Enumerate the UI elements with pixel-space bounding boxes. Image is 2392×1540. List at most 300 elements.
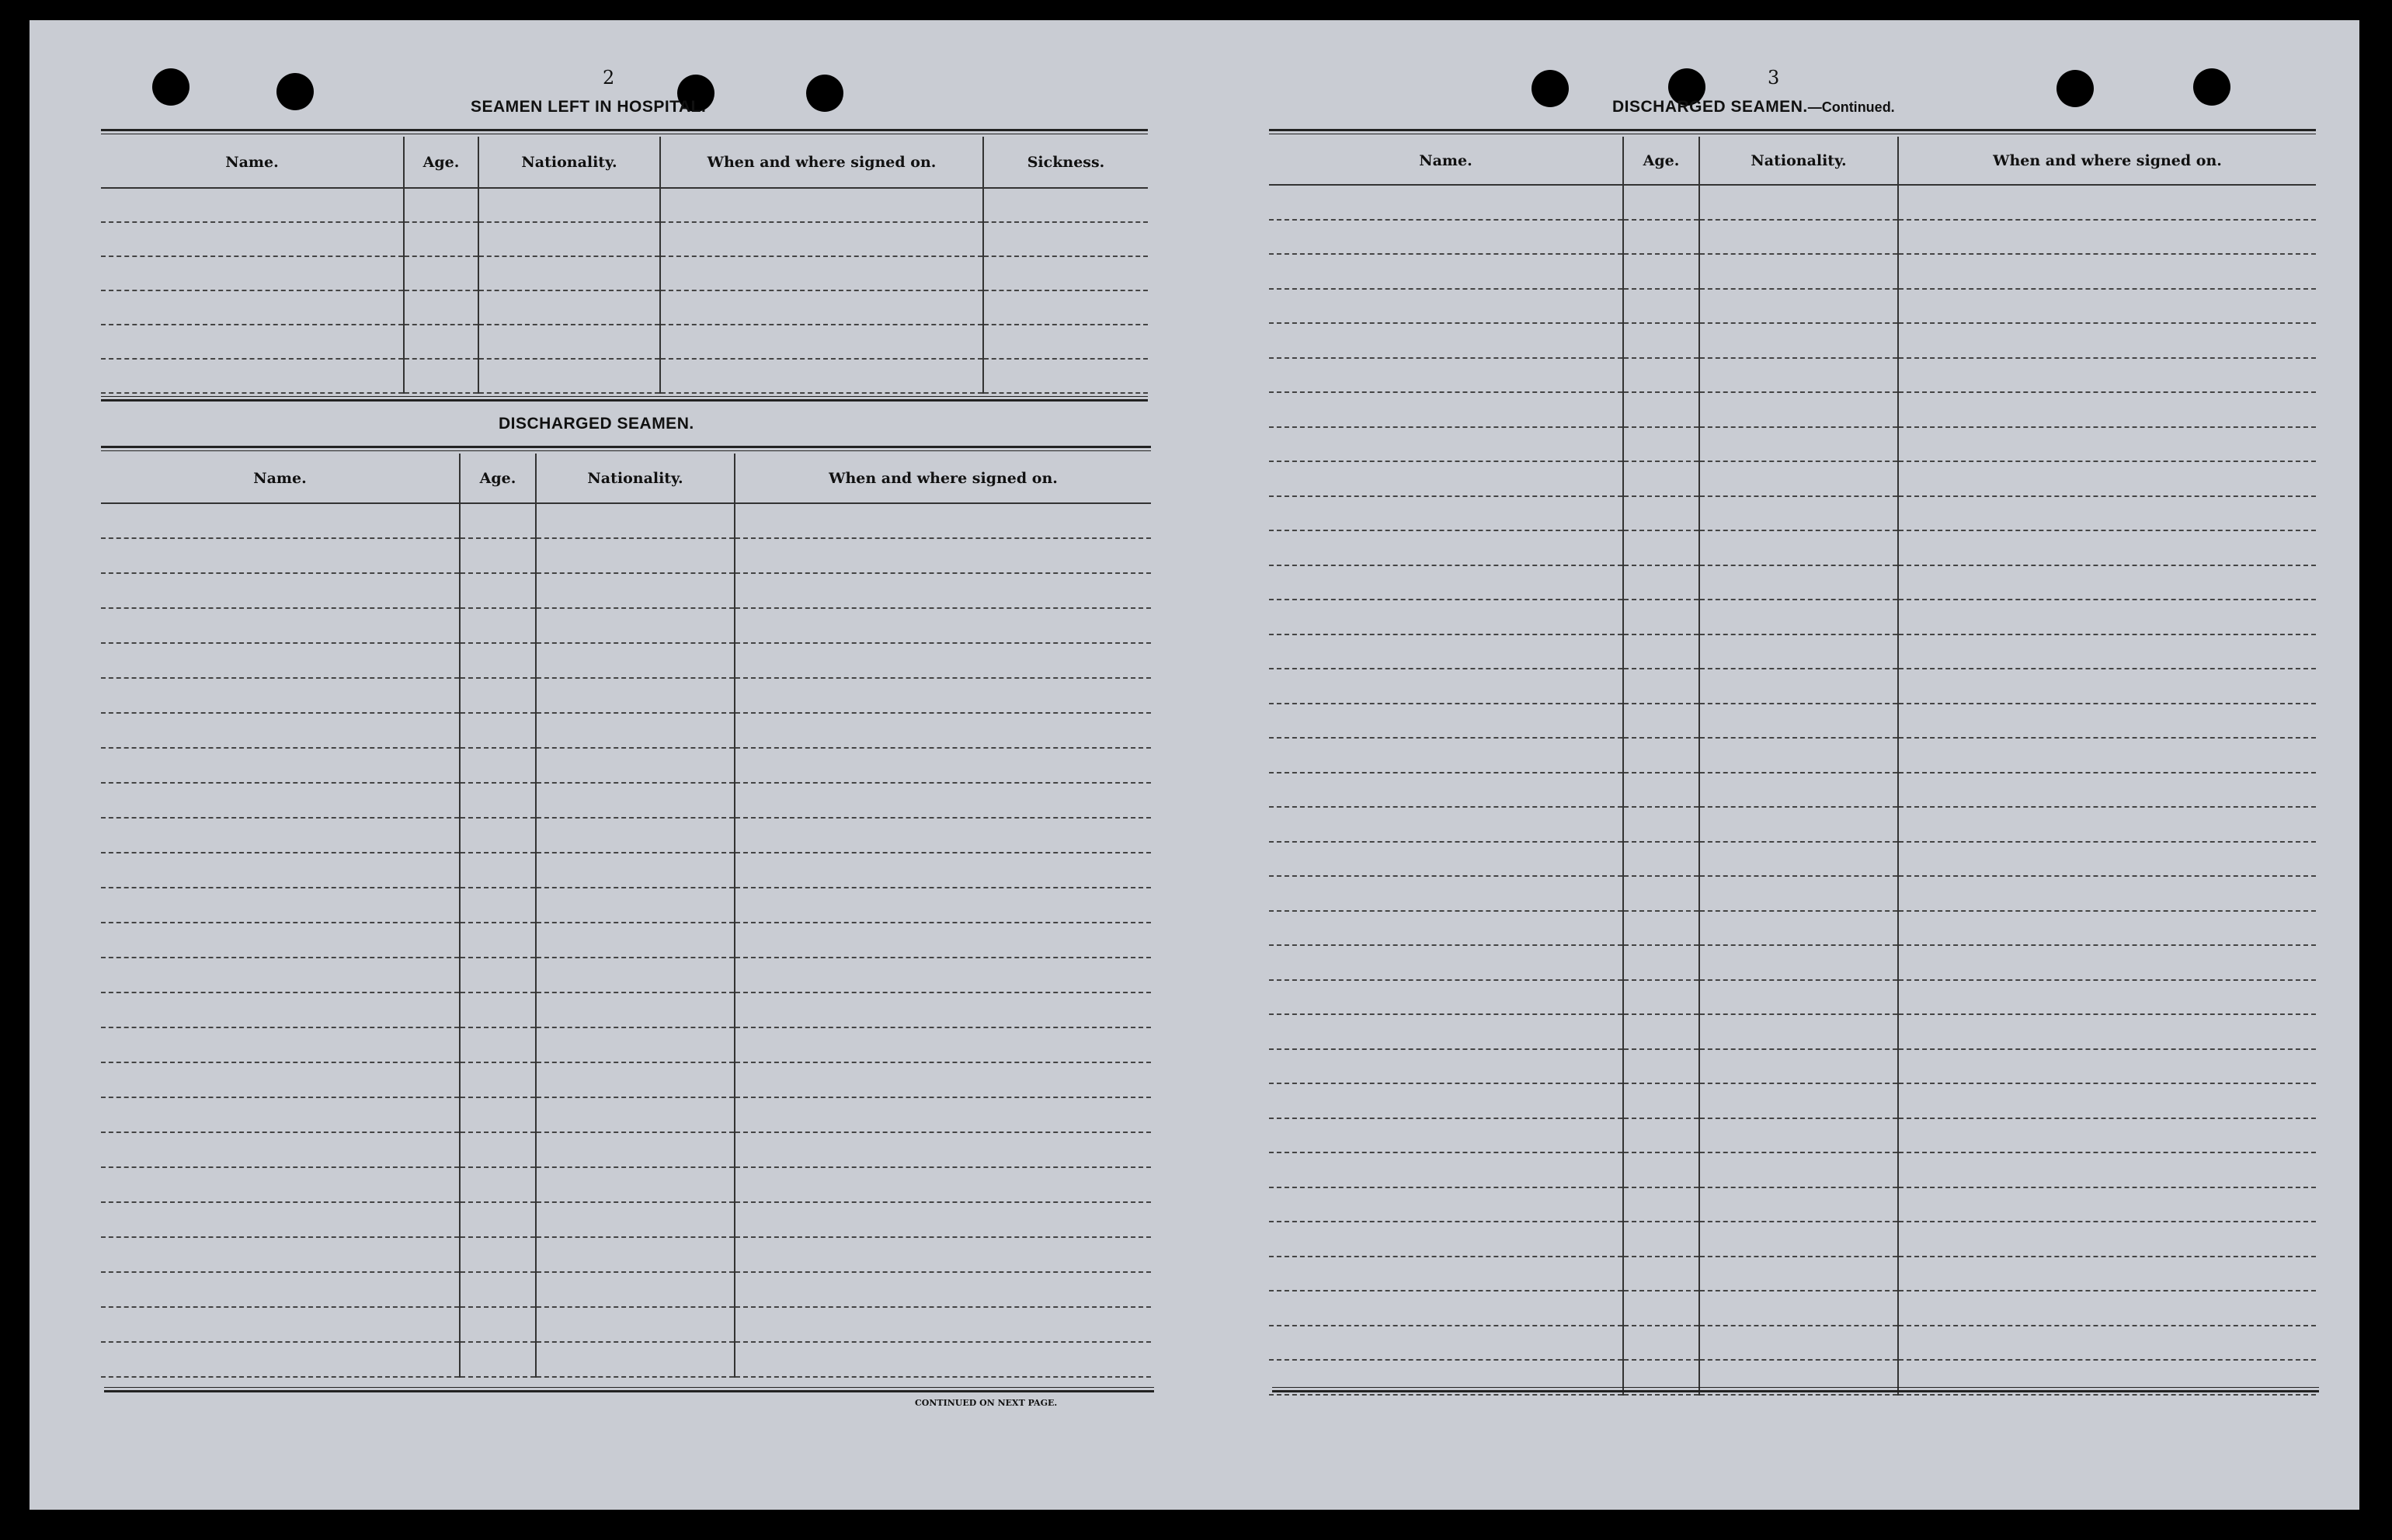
table-cell (460, 1237, 536, 1272)
table-row (1269, 1083, 2316, 1118)
table-cell (536, 573, 735, 608)
table-row (1269, 807, 2316, 842)
continued-footer: CONTINUED ON NEXT PAGE. (915, 1398, 1058, 1408)
table-cell (478, 325, 660, 359)
table-cell (1898, 254, 2316, 289)
column-header: Name. (101, 137, 404, 188)
discharged-top-rule-right (1269, 129, 2316, 134)
table-row (101, 713, 1151, 748)
table-cell (1898, 634, 2316, 669)
table-cell (735, 1097, 1151, 1132)
table-row (101, 888, 1151, 923)
table-cell (101, 1027, 460, 1062)
table-cell (1898, 807, 2316, 842)
table-cell (101, 818, 460, 853)
table-cell (101, 188, 404, 222)
discharged-table-right (1269, 137, 2316, 1396)
table-cell (1623, 842, 1699, 877)
table-cell (1898, 738, 2316, 773)
scanned-form-spread (30, 20, 2359, 1510)
table-cell (1623, 392, 1699, 427)
table-row (101, 325, 1148, 359)
table-cell (101, 538, 460, 573)
table-cell (1898, 185, 2316, 220)
table-cell (478, 359, 660, 393)
table-cell (1269, 427, 1623, 462)
table-row (1269, 1257, 2316, 1291)
table-cell (735, 748, 1151, 783)
table-cell (1269, 185, 1623, 220)
table-cell (735, 1062, 1151, 1097)
table-cell (536, 1167, 735, 1202)
table-cell (1699, 1152, 1898, 1187)
table-row (101, 573, 1151, 608)
table-cell (460, 958, 536, 992)
discharged-top-rule (101, 446, 1151, 451)
table-row (1269, 1118, 2316, 1153)
table-cell (1898, 945, 2316, 980)
table-row (101, 783, 1151, 818)
table-cell (735, 678, 1151, 713)
table-cell (460, 1097, 536, 1132)
table-cell (1623, 980, 1699, 1015)
table-cell (460, 1167, 536, 1202)
table-cell (1623, 530, 1699, 565)
table-cell (1699, 1291, 1898, 1326)
title-main: DISCHARGED SEAMEN. (1612, 98, 1808, 116)
table-cell (1699, 323, 1898, 358)
table-cell (660, 290, 983, 325)
table-cell (101, 222, 404, 256)
table-cell (101, 748, 460, 783)
table-row (101, 853, 1151, 888)
table-cell (1623, 945, 1699, 980)
table-row (101, 992, 1151, 1027)
table-cell (536, 958, 735, 992)
table-cell (536, 748, 735, 783)
punch-hole (2056, 70, 2094, 107)
table-cell (1699, 704, 1898, 739)
table-cell (660, 188, 983, 222)
table-cell (536, 1132, 735, 1167)
table-cell (1699, 842, 1898, 877)
table-cell (1699, 289, 1898, 324)
table-cell (1269, 842, 1623, 877)
table-cell (660, 222, 983, 256)
table-cell (1623, 1222, 1699, 1257)
table-row (101, 1237, 1151, 1272)
table-cell (536, 713, 735, 748)
table-cell (536, 853, 735, 888)
table-cell (536, 538, 735, 573)
table-cell (1623, 1049, 1699, 1084)
table-cell (1898, 461, 2316, 496)
table-cell (404, 222, 478, 256)
table-cell (1699, 220, 1898, 255)
table-row (1269, 220, 2316, 255)
table-cell (1699, 876, 1898, 911)
table-cell (536, 1342, 735, 1377)
column-header: When and where signed on. (1898, 137, 2316, 185)
table-cell (101, 325, 404, 359)
table-cell (101, 1097, 460, 1132)
table-cell (1898, 1326, 2316, 1361)
table-cell (1699, 565, 1898, 600)
table-cell (1699, 496, 1898, 531)
table-cell (460, 678, 536, 713)
table-cell (1269, 876, 1623, 911)
table-cell (983, 222, 1148, 256)
table-cell (1699, 773, 1898, 808)
table-cell (101, 290, 404, 325)
table-cell (1898, 669, 2316, 704)
table-cell (1269, 807, 1623, 842)
table-cell (1269, 461, 1623, 496)
table-cell (1623, 1152, 1699, 1187)
table-cell (1269, 323, 1623, 358)
column-header: When and where signed on. (660, 137, 983, 188)
table-cell (1623, 634, 1699, 669)
table-cell (536, 643, 735, 678)
table-cell (101, 992, 460, 1027)
table-row (1269, 876, 2316, 911)
table-row (1269, 1222, 2316, 1257)
table-cell (460, 1307, 536, 1342)
table-cell (101, 783, 460, 818)
table-cell (660, 325, 983, 359)
table-cell (1623, 427, 1699, 462)
punch-hole (152, 68, 189, 106)
table-row (1269, 669, 2316, 704)
table-row (101, 643, 1151, 678)
table-row (101, 1027, 1151, 1062)
table-row (1269, 530, 2316, 565)
table-cell (735, 1202, 1151, 1237)
table-cell (1623, 1257, 1699, 1291)
table-cell (101, 678, 460, 713)
table-cell (1269, 704, 1623, 739)
table-cell (404, 325, 478, 359)
table-cell (1269, 738, 1623, 773)
table-cell (404, 188, 478, 222)
table-row (1269, 289, 2316, 324)
table-cell (735, 818, 1151, 853)
table-row (101, 818, 1151, 853)
table-row (101, 538, 1151, 573)
table-cell (1898, 876, 2316, 911)
table-row (1269, 1152, 2316, 1187)
table-cell (735, 1342, 1151, 1377)
table-cell (1269, 669, 1623, 704)
column-header: Nationality. (1699, 137, 1898, 185)
table-cell (1699, 1222, 1898, 1257)
table-cell (478, 222, 660, 256)
title-continued: —Continued. (1807, 99, 1895, 115)
table-row (1269, 1326, 2316, 1361)
table-cell (1898, 289, 2316, 324)
column-header: Nationality. (536, 454, 735, 503)
table-cell (101, 1237, 460, 1272)
table-cell (1898, 1083, 2316, 1118)
table-cell (1699, 911, 1898, 946)
table-row (101, 1132, 1151, 1167)
table-cell (101, 1272, 460, 1307)
table-cell (101, 1132, 460, 1167)
table-cell (735, 608, 1151, 643)
table-cell (101, 853, 460, 888)
table-cell (1898, 530, 2316, 565)
column-header: Age. (460, 454, 536, 503)
table-cell (1699, 427, 1898, 462)
table-row (101, 608, 1151, 643)
table-cell (460, 853, 536, 888)
table-cell (735, 1272, 1151, 1307)
table-cell (101, 359, 404, 393)
table-cell (460, 503, 536, 538)
table-cell (735, 783, 1151, 818)
table-cell (735, 992, 1151, 1027)
table-cell (1269, 1152, 1623, 1187)
discharged-continued-title (1612, 98, 1895, 116)
table-cell (1699, 254, 1898, 289)
table-cell (1269, 773, 1623, 808)
hospital-bottom-rule (101, 396, 1148, 402)
punch-hole (2193, 68, 2230, 106)
table-row (1269, 496, 2316, 531)
punch-hole (276, 73, 314, 110)
table-cell (101, 643, 460, 678)
table-row (101, 1062, 1151, 1097)
table-cell (101, 1202, 460, 1237)
table-cell (1623, 807, 1699, 842)
table-cell (460, 713, 536, 748)
table-cell (983, 188, 1148, 222)
table-cell (735, 1237, 1151, 1272)
table-cell (404, 359, 478, 393)
table-row (101, 958, 1151, 992)
table-cell (1898, 980, 2316, 1015)
table-cell (536, 1202, 735, 1237)
table-cell (1623, 1187, 1699, 1222)
table-cell (101, 1342, 460, 1377)
table-cell (478, 256, 660, 290)
table-cell (1898, 220, 2316, 255)
table-cell (101, 608, 460, 643)
page-number: 3 (1768, 67, 1780, 89)
table-cell (1898, 1291, 2316, 1326)
table-cell (1269, 565, 1623, 600)
table-cell (1699, 1326, 1898, 1361)
table-cell (735, 503, 1151, 538)
table-cell (1269, 1222, 1623, 1257)
table-cell (460, 1062, 536, 1097)
table-cell (1898, 358, 2316, 393)
table-cell (1269, 358, 1623, 393)
table-cell (1269, 980, 1623, 1015)
table-cell (1699, 600, 1898, 634)
table-cell (1898, 600, 2316, 634)
table-cell (460, 1272, 536, 1307)
table-cell (536, 923, 735, 958)
table-cell (1623, 1291, 1699, 1326)
table-row (1269, 1049, 2316, 1084)
table-row (101, 923, 1151, 958)
discharged-bottom-rule-right (1272, 1387, 2319, 1392)
table-cell (1269, 530, 1623, 565)
table-cell (1898, 1152, 2316, 1187)
table-cell (1898, 565, 2316, 600)
table-row (1269, 565, 2316, 600)
table-cell (460, 992, 536, 1027)
table-cell (536, 608, 735, 643)
table-cell (1699, 980, 1898, 1015)
table-row (101, 290, 1148, 325)
table-cell (1623, 565, 1699, 600)
table-cell (1699, 945, 1898, 980)
table-cell (1623, 185, 1699, 220)
table-cell (536, 1237, 735, 1272)
table-cell (1269, 634, 1623, 669)
table-cell (101, 958, 460, 992)
table-cell (1269, 496, 1623, 531)
table-row (1269, 738, 2316, 773)
table-cell (460, 538, 536, 573)
table-cell (1623, 1326, 1699, 1361)
table-row (1269, 254, 2316, 289)
table-cell (1623, 704, 1699, 739)
table-cell (101, 888, 460, 923)
table-cell (1699, 1257, 1898, 1291)
table-cell (1699, 392, 1898, 427)
table-cell (460, 573, 536, 608)
table-cell (735, 958, 1151, 992)
page-number: 2 (603, 67, 615, 89)
table-cell (1623, 911, 1699, 946)
table-cell (1269, 600, 1623, 634)
table-cell (1898, 323, 2316, 358)
table-cell (460, 1027, 536, 1062)
table-cell (460, 818, 536, 853)
table-cell (478, 290, 660, 325)
table-row (1269, 945, 2316, 980)
table-cell (1269, 220, 1623, 255)
table-cell (536, 888, 735, 923)
discharged-section-title: DISCHARGED SEAMEN. (499, 415, 694, 433)
table-cell (1269, 254, 1623, 289)
table-cell (460, 923, 536, 958)
table-cell (1269, 911, 1623, 946)
table-cell (1699, 807, 1898, 842)
table-cell (1898, 704, 2316, 739)
table-cell (1269, 1083, 1623, 1118)
table-cell (1898, 392, 2316, 427)
table-cell (536, 1307, 735, 1342)
table-cell (101, 923, 460, 958)
table-cell (478, 188, 660, 222)
table-row (101, 1167, 1151, 1202)
table-cell (460, 748, 536, 783)
table-cell (1623, 1083, 1699, 1118)
table-cell (735, 1307, 1151, 1342)
table-cell (1623, 461, 1699, 496)
table-cell (1699, 1118, 1898, 1153)
table-row (101, 256, 1148, 290)
table-cell (404, 290, 478, 325)
table-cell (660, 359, 983, 393)
table-row (1269, 773, 2316, 808)
table-row (101, 188, 1148, 222)
table-cell (1699, 1083, 1898, 1118)
table-cell (536, 1097, 735, 1132)
table-row (1269, 600, 2316, 634)
table-cell (735, 1167, 1151, 1202)
table-cell (1269, 1014, 1623, 1049)
table-cell (1623, 669, 1699, 704)
table-cell (983, 290, 1148, 325)
table-row (1269, 980, 2316, 1015)
table-cell (101, 503, 460, 538)
table-cell (735, 713, 1151, 748)
table-cell (735, 1027, 1151, 1062)
table-row (1269, 842, 2316, 877)
table-cell (1898, 773, 2316, 808)
table-row (101, 1202, 1151, 1237)
table-cell (1623, 496, 1699, 531)
table-cell (1623, 220, 1699, 255)
table-cell (735, 923, 1151, 958)
table-row (1269, 704, 2316, 739)
table-cell (101, 713, 460, 748)
table-cell (1699, 530, 1898, 565)
table-cell (735, 538, 1151, 573)
table-row (101, 503, 1151, 538)
table-cell (1269, 1257, 1623, 1291)
hospital-table (101, 137, 1148, 394)
table-cell (983, 359, 1148, 393)
table-row (1269, 1014, 2316, 1049)
table-row (1269, 323, 2316, 358)
table-cell (1898, 842, 2316, 877)
table-cell (735, 573, 1151, 608)
table-cell (101, 256, 404, 290)
table-row (1269, 1291, 2316, 1326)
column-header: Sickness. (983, 137, 1148, 188)
table-cell (460, 643, 536, 678)
hospital-top-rule (101, 129, 1148, 134)
table-cell (1623, 738, 1699, 773)
table-cell (101, 1307, 460, 1342)
table-row (1269, 1187, 2316, 1222)
table-cell (101, 573, 460, 608)
table-cell (1623, 1118, 1699, 1153)
table-cell (1898, 427, 2316, 462)
table-cell (983, 325, 1148, 359)
table-cell (1623, 773, 1699, 808)
table-cell (1699, 1049, 1898, 1084)
table-cell (1699, 669, 1898, 704)
table-cell (536, 678, 735, 713)
column-header: Age. (404, 137, 478, 188)
table-cell (735, 1132, 1151, 1167)
table-cell (735, 853, 1151, 888)
table-row (1269, 185, 2316, 220)
table-row (1269, 461, 2316, 496)
table-cell (1898, 1049, 2316, 1084)
table-cell (1699, 634, 1898, 669)
column-header: Age. (1623, 137, 1699, 185)
column-header: Name. (101, 454, 460, 503)
table-cell (404, 256, 478, 290)
